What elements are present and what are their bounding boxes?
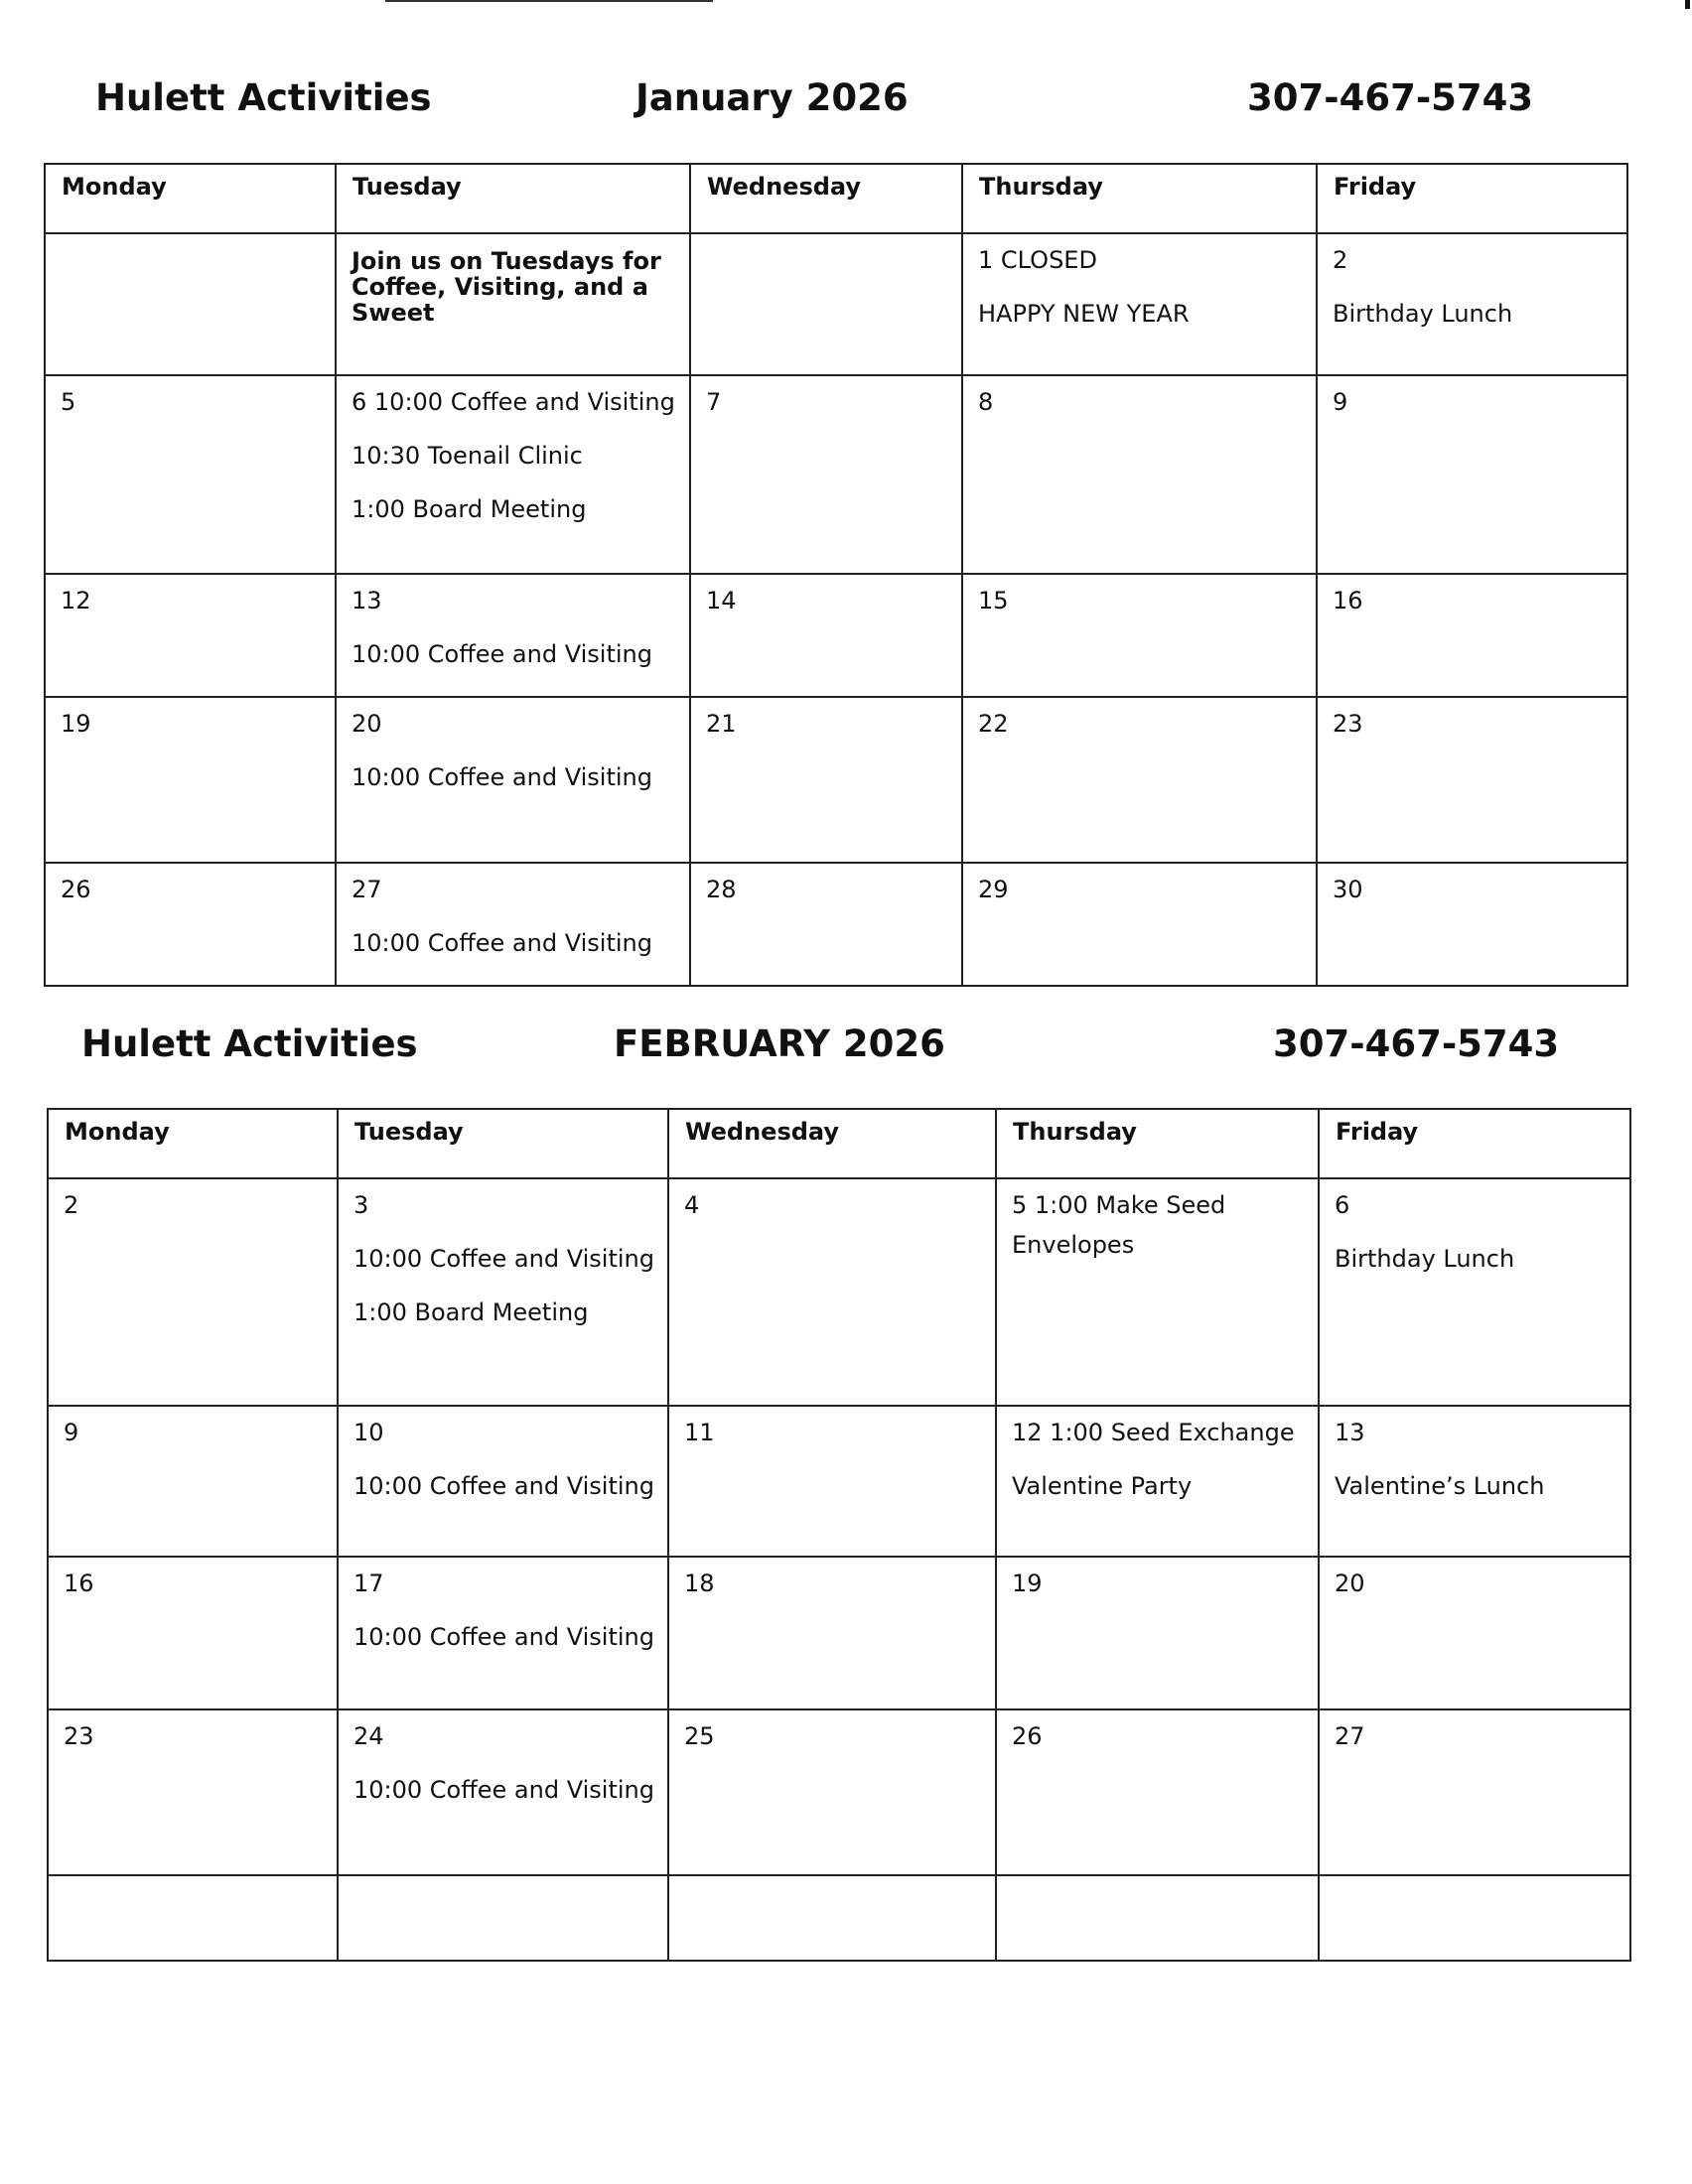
day-cell <box>46 234 335 248</box>
day-line: 17 <box>353 1570 384 1597</box>
day-cell <box>337 575 689 666</box>
day-line: 9 <box>1333 388 1348 416</box>
week-row <box>45 863 1627 986</box>
day-cell <box>49 1179 337 1217</box>
day-line: 21 <box>706 710 737 738</box>
week-row <box>48 1709 1630 1875</box>
day-cell <box>691 376 961 414</box>
day-line: 26 <box>1012 1722 1043 1750</box>
day-line: 4 <box>684 1191 700 1219</box>
day-cell <box>1320 1407 1629 1498</box>
day-line: 13 <box>352 587 382 614</box>
day-cell <box>963 575 1316 613</box>
day-line: HAPPY NEW YEAR <box>978 300 1190 328</box>
day-line: 14 <box>706 587 737 614</box>
day-line: 1 CLOSED <box>978 246 1097 274</box>
february-calendar <box>47 1108 1631 1962</box>
calendar-header-row <box>45 164 1627 233</box>
day-line: 13 <box>1335 1419 1365 1446</box>
day-header-wednesday: Wednesday <box>707 173 862 201</box>
day-cell <box>1318 575 1626 613</box>
day-cell <box>997 1710 1318 1748</box>
day-line: Valentine Party <box>1012 1472 1193 1500</box>
day-line: 10:00 Coffee and Visiting <box>353 1472 654 1500</box>
day-cell <box>337 698 689 789</box>
day-cell <box>669 1876 995 1890</box>
day-cell <box>963 698 1316 736</box>
day-line: 10:00 Coffee and Visiting <box>353 1623 654 1651</box>
day-cell <box>49 1407 337 1444</box>
jan-phone: 307-467-5743 <box>1247 76 1534 119</box>
day-line: 26 <box>61 876 91 903</box>
day-cell <box>1320 1710 1629 1748</box>
day-line: 16 <box>1333 587 1363 614</box>
day-header-thursday: Thursday <box>1013 1118 1137 1146</box>
day-cell <box>997 1179 1318 1257</box>
calendar-header-row <box>48 1109 1630 1178</box>
day-cell <box>337 864 689 955</box>
day-cell <box>1318 376 1626 414</box>
jan-org-title: Hulett Activities <box>95 76 432 119</box>
day-line: 30 <box>1333 876 1363 903</box>
day-cell <box>1320 1179 1629 1271</box>
day-line: Birthday Lunch <box>1333 300 1513 328</box>
day-line: 12 1:00 Seed Exchange <box>1012 1419 1295 1446</box>
day-cell <box>669 1407 995 1444</box>
day-cell <box>669 1558 995 1595</box>
day-line: 18 <box>684 1570 715 1597</box>
day-line: 9 <box>64 1419 79 1446</box>
day-cell <box>669 1710 995 1748</box>
day-line: 6 10:00 Coffee and Visiting <box>352 388 675 416</box>
day-line: 19 <box>61 710 91 738</box>
day-cell <box>997 1407 1318 1498</box>
day-header-thursday: Thursday <box>979 173 1103 201</box>
day-line: 10 <box>353 1419 384 1446</box>
day-header-monday: Monday <box>65 1118 170 1146</box>
day-line: Valentine’s Lunch <box>1335 1472 1545 1500</box>
day-line: 2 <box>64 1191 79 1219</box>
tuesday-note: Join us on Tuesdays for Coffee, Visiting, and a Sweet <box>352 247 661 327</box>
day-cell <box>691 234 961 248</box>
day-cell <box>1318 698 1626 736</box>
day-cell <box>1320 1876 1629 1890</box>
day-cell <box>997 1876 1318 1890</box>
day-line: 12 <box>61 587 91 614</box>
week-row-empty <box>48 1875 1630 1961</box>
week-row <box>48 1557 1630 1709</box>
day-line: 27 <box>1335 1722 1365 1750</box>
day-line: 10:00 Coffee and Visiting <box>353 1245 654 1273</box>
day-cell <box>1318 234 1626 326</box>
day-header-friday: Friday <box>1336 1118 1419 1146</box>
day-line: 23 <box>1333 710 1363 738</box>
day-line: 27 <box>352 876 382 903</box>
top-rule <box>385 0 713 2</box>
day-line: 3 <box>353 1191 369 1219</box>
day-line: Envelopes <box>1012 1231 1135 1259</box>
day-cell <box>339 1407 667 1498</box>
day-line: 6 <box>1335 1191 1350 1219</box>
day-line: 16 <box>64 1570 94 1597</box>
day-cell <box>339 1558 667 1649</box>
day-line: 29 <box>978 876 1009 903</box>
day-cell <box>49 1558 337 1595</box>
day-cell <box>1320 1558 1629 1595</box>
day-cell <box>1318 864 1626 901</box>
day-header-tuesday: Tuesday <box>354 1118 464 1146</box>
january-calendar <box>44 163 1628 987</box>
day-header-friday: Friday <box>1334 173 1417 201</box>
day-line: 1:00 Board Meeting <box>352 495 587 523</box>
week-row <box>45 375 1627 574</box>
day-cell <box>49 1710 337 1748</box>
day-cell <box>46 864 335 901</box>
day-header-tuesday: Tuesday <box>352 173 462 201</box>
day-cell <box>963 234 1316 326</box>
day-cell <box>337 376 689 521</box>
day-line: 5 1:00 Make Seed <box>1012 1191 1226 1219</box>
jan-month-title: January 2026 <box>635 76 909 119</box>
week-row <box>48 1178 1630 1406</box>
day-line: 10:00 Coffee and Visiting <box>352 640 652 668</box>
day-line: 10:00 Coffee and Visiting <box>352 929 652 957</box>
day-line: 5 <box>61 388 76 416</box>
day-cell <box>46 575 335 613</box>
day-cell <box>49 1876 337 1890</box>
day-line: 1:00 Board Meeting <box>353 1298 589 1326</box>
day-line: 19 <box>1012 1570 1043 1597</box>
day-cell <box>339 1179 667 1324</box>
corner-mark <box>1685 0 1690 9</box>
day-cell <box>46 376 335 414</box>
day-line: 15 <box>978 587 1009 614</box>
day-line: 11 <box>684 1419 715 1446</box>
day-cell <box>339 1876 667 1890</box>
day-cell <box>46 698 335 736</box>
week-row <box>45 233 1627 375</box>
day-header-wednesday: Wednesday <box>685 1118 840 1146</box>
week-row <box>45 574 1627 697</box>
day-line: 2 <box>1333 246 1348 274</box>
day-line: 20 <box>352 710 382 738</box>
day-cell <box>963 864 1316 901</box>
day-line: 28 <box>706 876 737 903</box>
day-header-monday: Monday <box>62 173 167 201</box>
day-line: 23 <box>64 1722 94 1750</box>
day-line: 10:00 Coffee and Visiting <box>353 1776 654 1804</box>
day-line: 10:30 Toenail Clinic <box>352 442 583 470</box>
week-row <box>45 697 1627 863</box>
day-line: 7 <box>706 388 722 416</box>
day-cell <box>997 1558 1318 1595</box>
day-cell <box>691 864 961 901</box>
day-cell <box>669 1179 995 1217</box>
feb-org-title: Hulett Activities <box>81 1023 418 1065</box>
day-line: 25 <box>684 1722 715 1750</box>
day-line: 10:00 Coffee and Visiting <box>352 763 652 791</box>
day-line: 24 <box>353 1722 384 1750</box>
day-line: 22 <box>978 710 1009 738</box>
day-cell <box>963 376 1316 414</box>
day-cell <box>691 575 961 613</box>
day-cell <box>339 1710 667 1802</box>
day-line: 8 <box>978 388 994 416</box>
feb-phone: 307-467-5743 <box>1273 1023 1560 1065</box>
day-line: 20 <box>1335 1570 1365 1597</box>
week-row <box>48 1406 1630 1557</box>
feb-month-title: FEBRUARY 2026 <box>614 1023 945 1065</box>
day-cell <box>691 698 961 736</box>
day-line: Birthday Lunch <box>1335 1245 1515 1273</box>
